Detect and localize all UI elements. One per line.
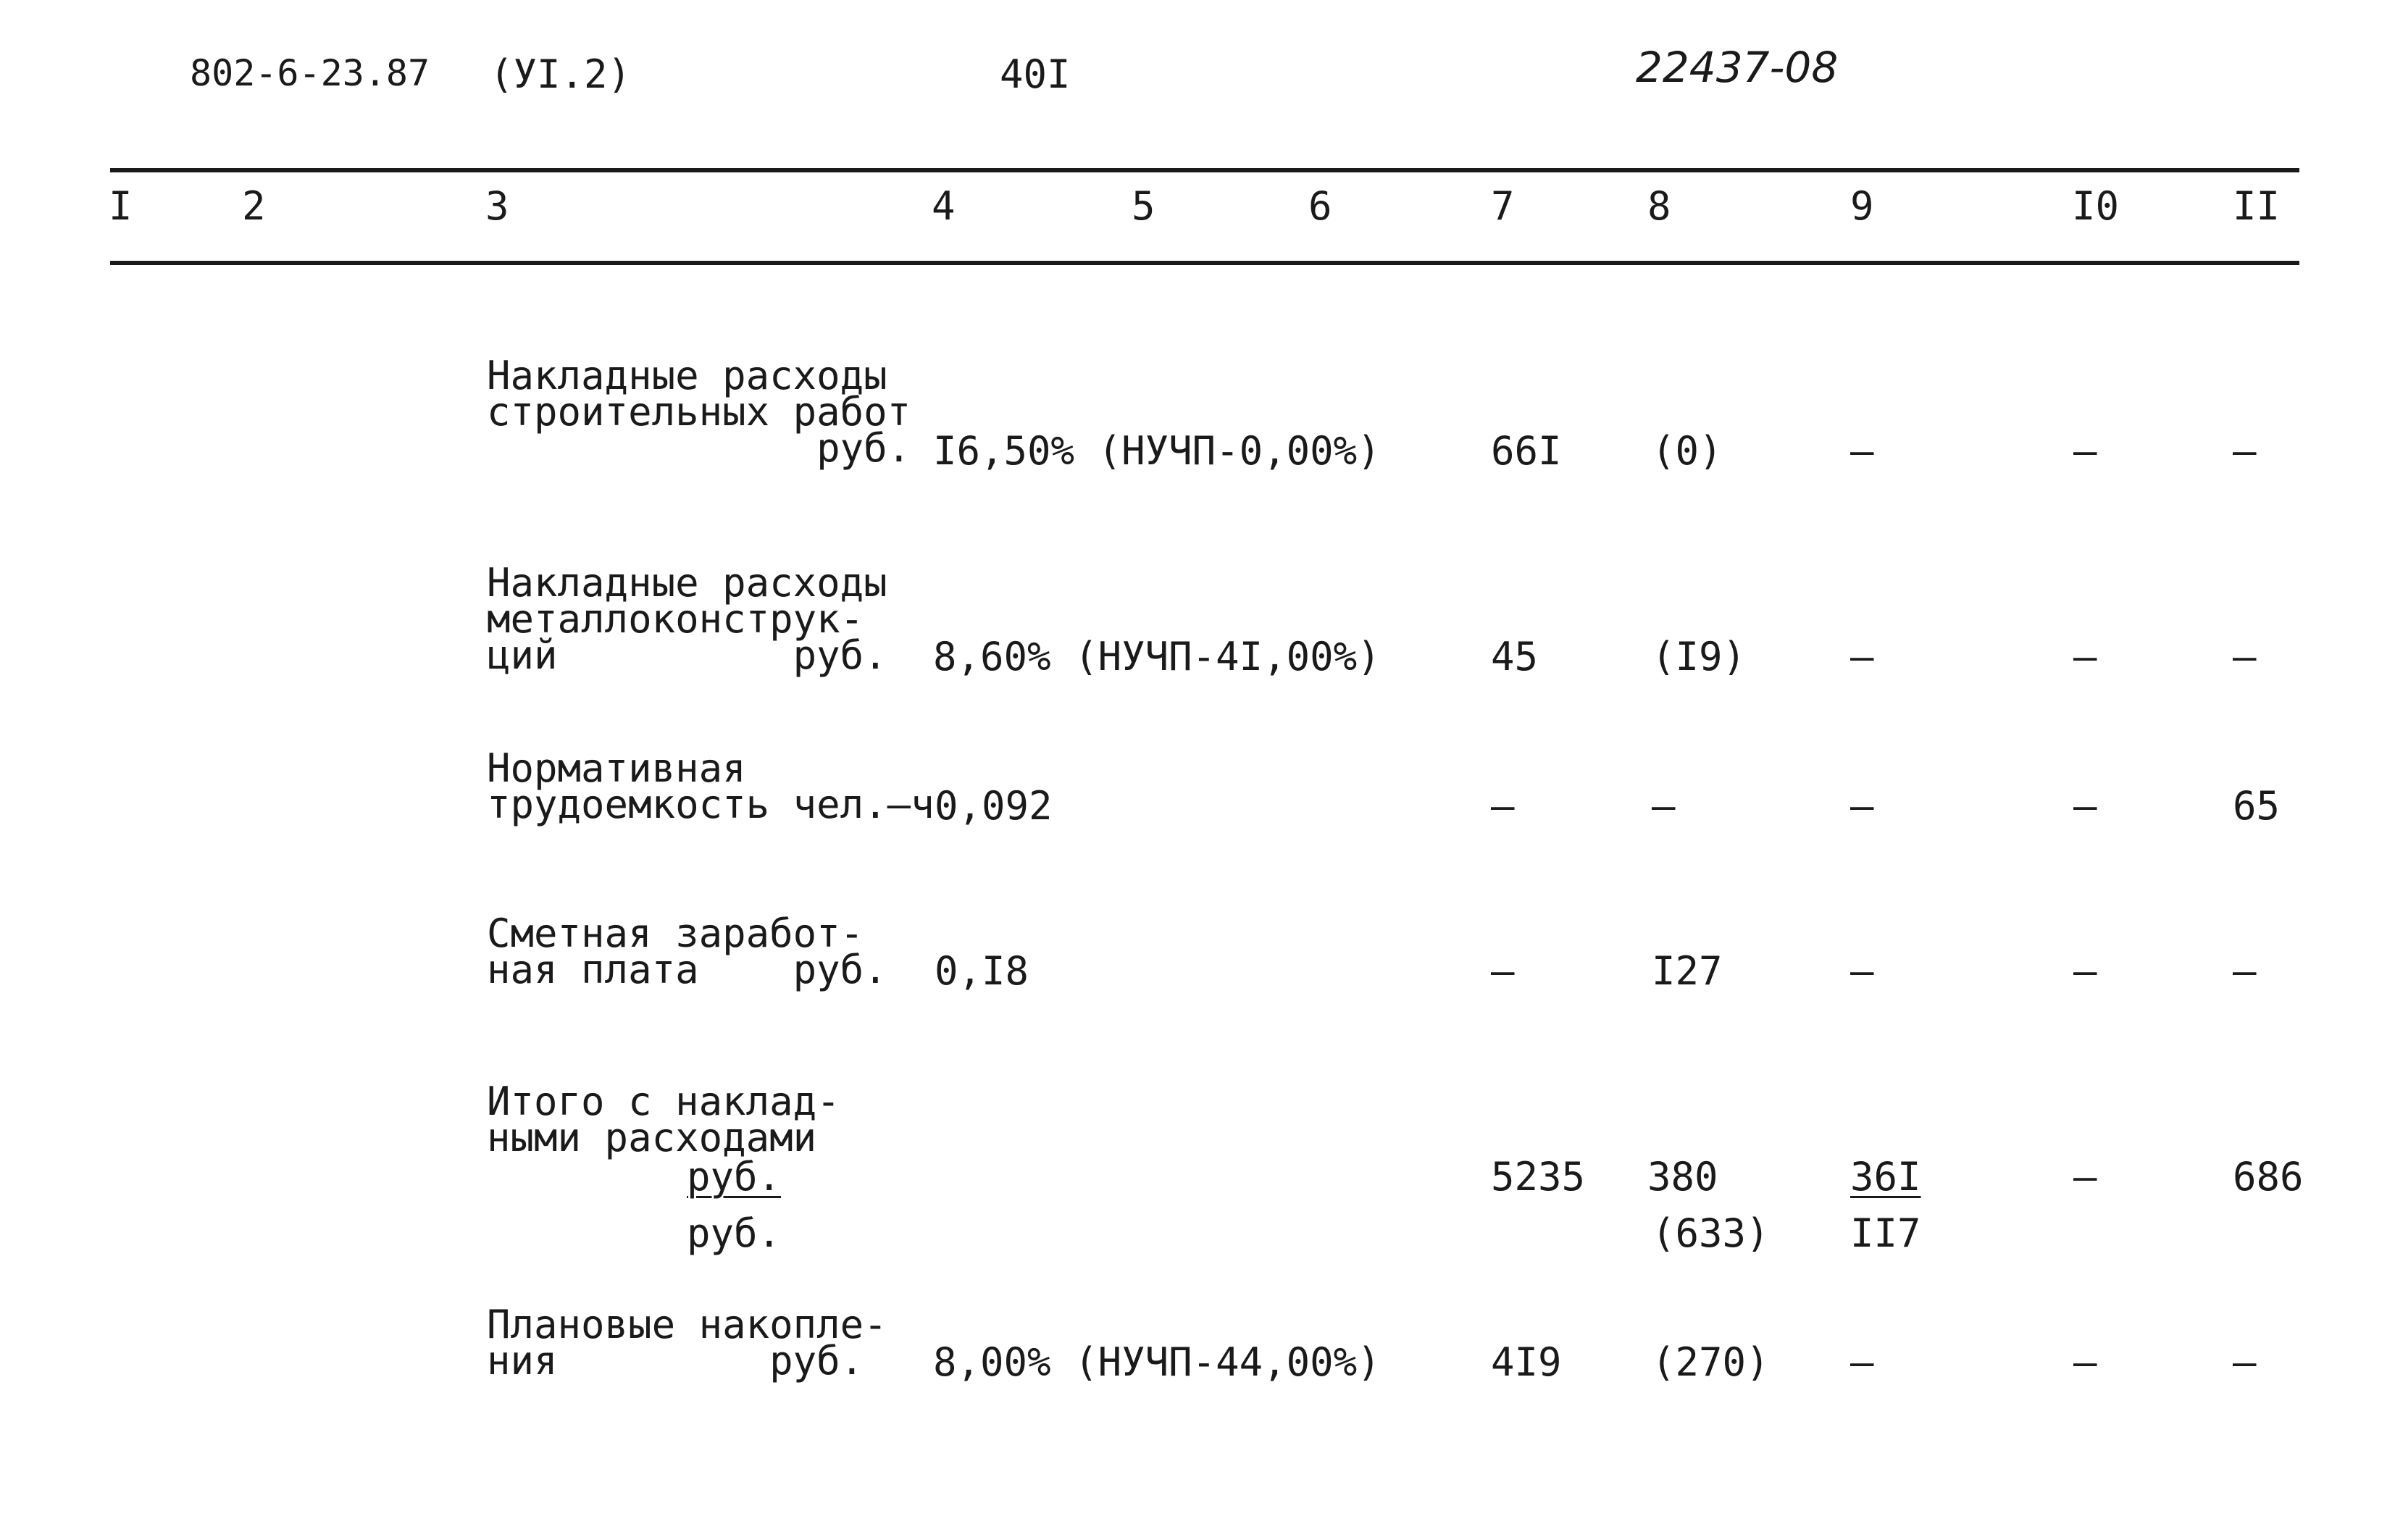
cell-col7: 4I9	[1491, 1339, 1562, 1385]
col-header-4: 4	[932, 183, 956, 229]
row-label-line: Итого с наклад-	[487, 1079, 840, 1124]
cell-col9-bottom: II7	[1850, 1210, 1921, 1256]
row-label-line: ная плата руб.	[487, 947, 887, 992]
cell-col11: –	[2233, 1339, 2257, 1385]
cell-col10: –	[2073, 1339, 2097, 1385]
row-label-line: трудоемкость чел.–ч	[487, 782, 935, 827]
cell-col4: 0,I8	[935, 948, 1029, 994]
col-header-2: 2	[242, 183, 266, 229]
row-label-line: ния руб.	[487, 1338, 864, 1384]
col-header-1: I	[109, 183, 133, 229]
cell-col9-top: 36I	[1850, 1154, 1921, 1200]
cell-col8: (0)	[1652, 428, 1723, 474]
cell-col4: 0,092	[935, 783, 1053, 829]
cell-col10: –	[2073, 428, 2097, 474]
album-number: 22437-08	[1636, 43, 1839, 92]
cell-col9: –	[1850, 634, 1874, 679]
col-header-8: 8	[1647, 183, 1671, 229]
cell-col7: 45	[1491, 634, 1539, 679]
cell-col10: –	[2073, 948, 2097, 994]
row-label-line: Сметная заработ-	[487, 911, 864, 956]
col-header-11: II	[2233, 183, 2281, 229]
section-number: (УI.2)	[490, 51, 632, 97]
cell-col8: (I9)	[1652, 634, 1747, 679]
cell-col7: 5235	[1491, 1154, 1586, 1200]
cell-col7: –	[1491, 948, 1515, 994]
col-header-9: 9	[1850, 183, 1874, 229]
cell-col9: –	[1850, 783, 1874, 829]
cell-col11: –	[2233, 634, 2257, 679]
row-label-line: Накладные расходы	[487, 560, 887, 606]
page-number: 40I	[1000, 51, 1071, 97]
unit-label: руб.	[687, 1210, 782, 1256]
top-rule	[110, 168, 2299, 172]
cell-col4: I6,50% (НУЧП-0,00%)	[933, 428, 1381, 474]
header-bottom-rule	[110, 261, 2299, 265]
cell-col8: I27	[1652, 948, 1723, 994]
row-label-line: Нормативная	[487, 745, 746, 791]
cell-col11: 65	[2233, 783, 2281, 829]
cell-col4: 8,60% (НУЧП-4I,00%)	[933, 634, 1381, 679]
cell-col8-top: 380	[1647, 1154, 1718, 1200]
col-header-10: I0	[2072, 183, 2120, 229]
cell-col10: –	[2073, 634, 2097, 679]
cell-col8-bottom: (633)	[1652, 1210, 1770, 1256]
cell-col9: –	[1850, 428, 1874, 474]
row-label-line: строительных работ	[487, 389, 911, 435]
document-code: 802-6-23.87	[190, 52, 430, 94]
cell-col10: –	[2073, 783, 2097, 829]
cell-col7: –	[1491, 783, 1515, 829]
row-label-line: ными расходами	[487, 1115, 817, 1160]
cell-col9: –	[1850, 1339, 1874, 1385]
col-header-6: 6	[1308, 183, 1332, 229]
cell-col11: 686	[2233, 1154, 2304, 1200]
row-label-line: Накладные расходы	[487, 353, 887, 398]
cell-col11: –	[2233, 428, 2257, 474]
row-label-line: ций руб.	[487, 632, 887, 678]
col-header-3: 3	[485, 183, 509, 229]
unit-label-underlined: руб.	[687, 1154, 782, 1200]
cell-col8: (270)	[1652, 1339, 1770, 1385]
row-label-line: Плановые накопле-	[487, 1302, 887, 1347]
cell-col8: –	[1652, 783, 1676, 829]
cell-col10: –	[2073, 1154, 2097, 1200]
cell-col9: –	[1850, 948, 1874, 994]
col-header-5: 5	[1132, 183, 1155, 229]
cell-col11: –	[2233, 948, 2257, 994]
cell-col4: 8,00% (НУЧП-44,00%)	[933, 1339, 1381, 1385]
row-label-line: руб.	[487, 425, 911, 471]
row-label-line: металлоконструк-	[487, 596, 864, 642]
cell-col7: 66I	[1491, 428, 1562, 474]
col-header-7: 7	[1491, 183, 1515, 229]
